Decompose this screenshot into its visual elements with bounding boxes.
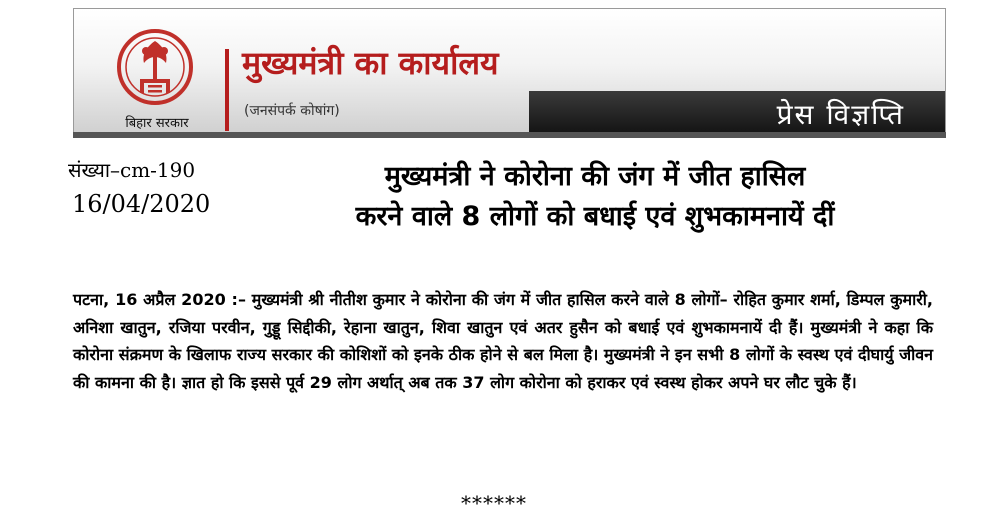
office-subtitle: (जनसंपर्क कोषांग): [244, 103, 340, 119]
reference-number: संख्या–cm-190: [68, 158, 196, 182]
press-release-label: प्रेस विज्ञप्ति: [776, 98, 905, 131]
header-divider: [225, 49, 229, 131]
bihar-emblem-icon: [116, 27, 194, 113]
letterhead-banner: [73, 8, 946, 136]
banner-shadow-bar: [73, 132, 946, 138]
release-date: 16/04/2020: [72, 190, 211, 218]
headline-line-1: मुख्यमंत्री ने कोरोना की जंग में जीत हासिल: [384, 161, 806, 192]
headline-line-2: करने वाले 8 लोगों को बधाई एवं शुभकामनायें दीं: [355, 201, 835, 232]
body-paragraph: पटना, 16 अप्रैल 2020 :– मुख्यमंत्री श्री नीतीश कुमार ने कोरोना की जंग में जीत हासिल करने वाले 8 लोगों– रोहित कुमार शर्मा, डिम्पल कुमारी, अनिशा खातुन, रजिया परवीन, गुड्डू सिद्दीकी, रेहाना खातुन, शिवा खातुन एवं अतर हुसैन को बधाई एवं शुभकामनायें दी हैं। मुख्यमंत्री ने कहा कि कोरोना संक्रमण के खिलाफ राज्य सरकार की कोशिशों को इनके ठीक होने से बल मिला है। मुख्यमंत्री ने इन सभी 8 लोगों के स्वस्थ एवं दीघार्यु जीवन की कामना की है। ज्ञात हो कि इससे पूर्व 29 लोग अर्थात् अब तक 37 लोग कोरोना को हराकर एवं स्वस्थ होकर अपने घर लौट चुके हैं।: [73, 290, 933, 392]
headline: [240, 157, 950, 237]
end-marker: ******: [461, 491, 527, 515]
press-release-badge: [529, 91, 946, 136]
office-title: मुख्यमंत्री का कार्यालय: [242, 44, 499, 82]
emblem-caption: बिहार सरकार: [125, 116, 189, 131]
